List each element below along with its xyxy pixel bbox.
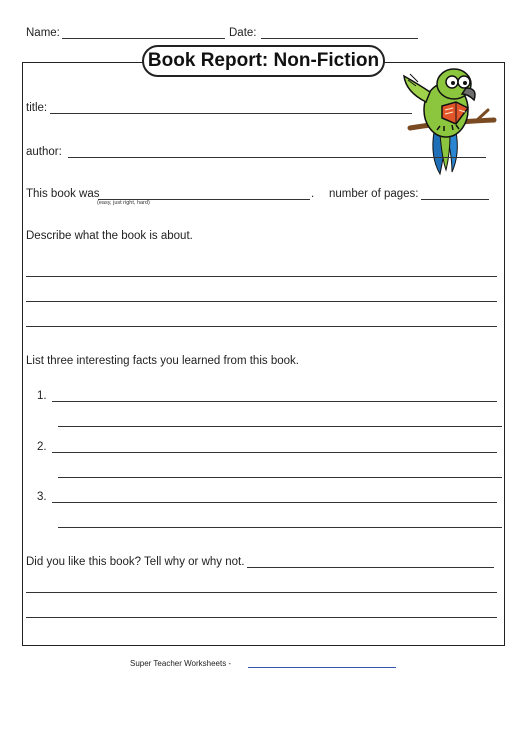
title-field[interactable]	[50, 113, 412, 114]
fact-number-1: 1.	[37, 390, 47, 402]
date-label: Date:	[229, 27, 257, 39]
name-label: Name:	[26, 27, 60, 39]
parrot-reading-book-icon	[396, 62, 500, 176]
fact-number-2: 2.	[37, 441, 47, 453]
describe-line-3[interactable]	[26, 326, 497, 327]
fact-2-line-2[interactable]	[58, 477, 502, 478]
date-field[interactable]	[261, 38, 418, 39]
fact-3-line-1[interactable]	[52, 502, 497, 503]
author-label: author:	[26, 146, 62, 158]
like-line-1[interactable]	[247, 567, 494, 568]
facts-prompt: List three interesting facts you learned from this book.	[26, 355, 299, 367]
pages-field[interactable]	[421, 199, 489, 200]
fact-2-line-1[interactable]	[52, 452, 497, 453]
book-was-label: This book was	[26, 188, 100, 200]
title-label: title:	[26, 102, 48, 114]
describe-line-2[interactable]	[26, 301, 497, 302]
fact-1-line-1[interactable]	[52, 401, 497, 402]
difficulty-hint: (easy, just right, hard)	[97, 200, 150, 206]
fact-3-line-2[interactable]	[58, 527, 502, 528]
book-was-period: .	[311, 188, 315, 200]
like-prompt: Did you like this book? Tell why or why not.	[26, 556, 245, 568]
like-line-3[interactable]	[26, 617, 497, 618]
footer-credit: Super Teacher Worksheets -	[130, 659, 232, 668]
like-line-2[interactable]	[26, 592, 497, 593]
author-field[interactable]	[68, 157, 486, 158]
fact-1-line-2[interactable]	[58, 426, 502, 427]
describe-prompt: Describe what the book is about.	[26, 230, 193, 242]
fact-number-3: 3.	[37, 491, 47, 503]
describe-line-1[interactable]	[26, 276, 497, 277]
page-title: Book Report: Non-Fiction	[142, 45, 385, 77]
name-field[interactable]	[62, 38, 225, 39]
footer-link[interactable]	[248, 667, 396, 668]
pages-label: number of pages:	[329, 188, 419, 200]
